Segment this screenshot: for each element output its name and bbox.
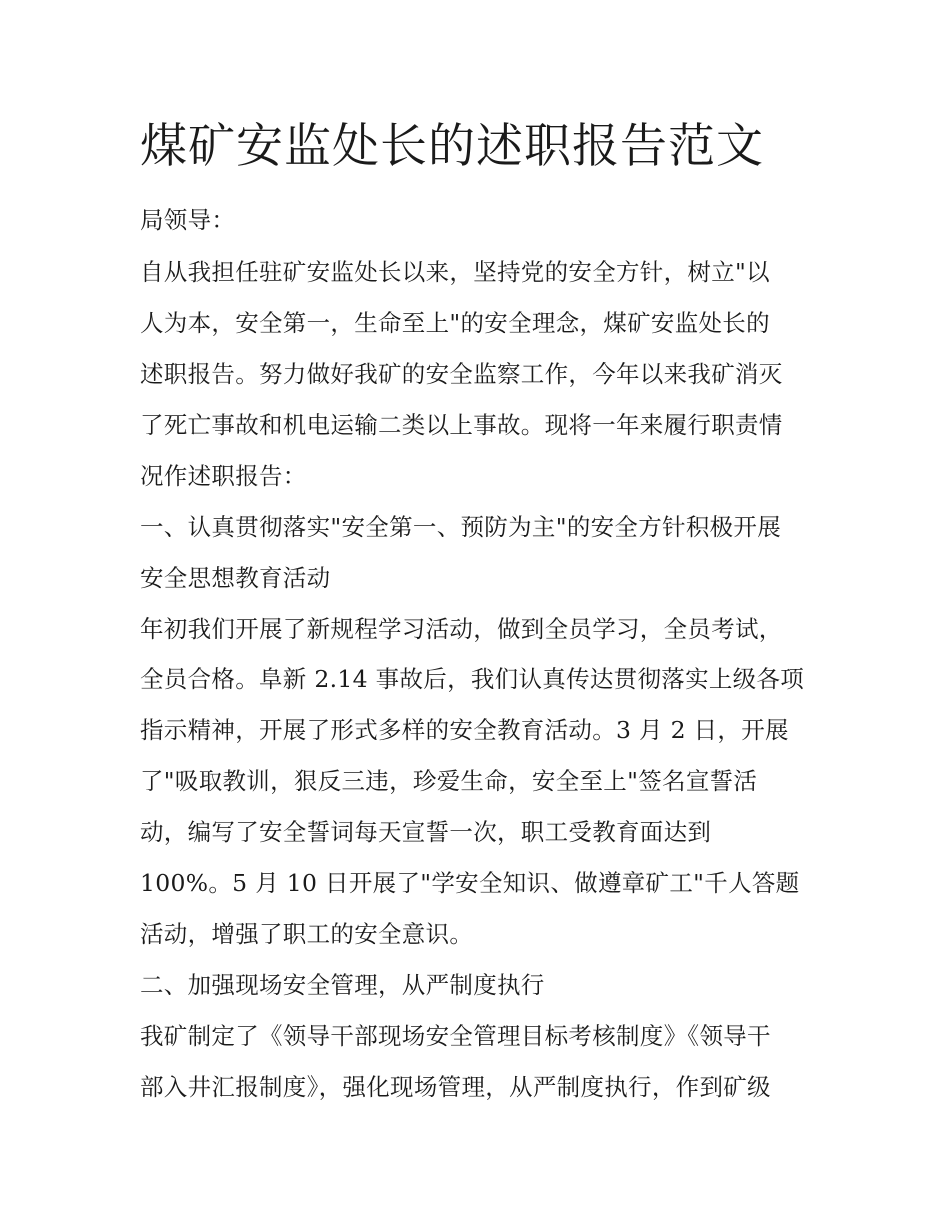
paragraph-line: 100%。5 月 10 日开展了"学安全知识、做遵章矿工"千人答题 xyxy=(140,869,800,897)
salutation: 局领导： xyxy=(140,206,236,234)
paragraph-line: 了死亡事故和机电运输二类以上事故。现将一年来履行职责情 xyxy=(140,411,783,439)
paragraph-line: 人为本，安全第一，生命至上"的安全理念，煤矿安监处长的 xyxy=(140,309,770,337)
paragraph-line: 活动，增强了职工的安全意识。 xyxy=(140,920,474,948)
section-heading: 一、认真贯彻落实"安全第一、预防为主"的安全方针积极开展 xyxy=(140,513,782,541)
section-heading: 二、加强现场安全管理，从严制度执行 xyxy=(140,971,545,999)
paragraph-line: 年初我们开展了新规程学习活动，做到全员学习，全员考试， xyxy=(140,615,783,643)
section-heading: 安全思想教育活动 xyxy=(140,564,331,592)
paragraph-line: 自从我担任驻矿安监处长以来，坚持党的安全方针，树立"以 xyxy=(140,258,770,286)
paragraph-line: 指示精神，开展了形式多样的安全教育活动。3 月 2 日，开展 xyxy=(140,716,789,744)
paragraph-line: 况作述职报告： xyxy=(140,462,307,490)
paragraph-line: 动，编写了安全誓词每天宣誓一次，职工受教育面达到 xyxy=(140,818,712,846)
paragraph-line: 我矿制定了《领导干部现场安全管理目标考核制度》《领导干 xyxy=(140,1022,771,1050)
document-title: 煤矿安监处长的述职报告范文 xyxy=(140,119,764,174)
paragraph-line: 了"吸取教训，狠反三违，珍爱生命，安全至上"签名宣誓活 xyxy=(140,767,758,795)
paragraph-line: 部入井汇报制度》，强化现场管理，从严制度执行，作到矿级 xyxy=(140,1073,771,1101)
paragraph-line: 述职报告。努力做好我矿的安全监察工作，今年以来我矿消灭 xyxy=(140,360,783,388)
paragraph-line: 全员合格。阜新 2.14 事故后，我们认真传达贯彻落实上级各项 xyxy=(140,665,805,693)
